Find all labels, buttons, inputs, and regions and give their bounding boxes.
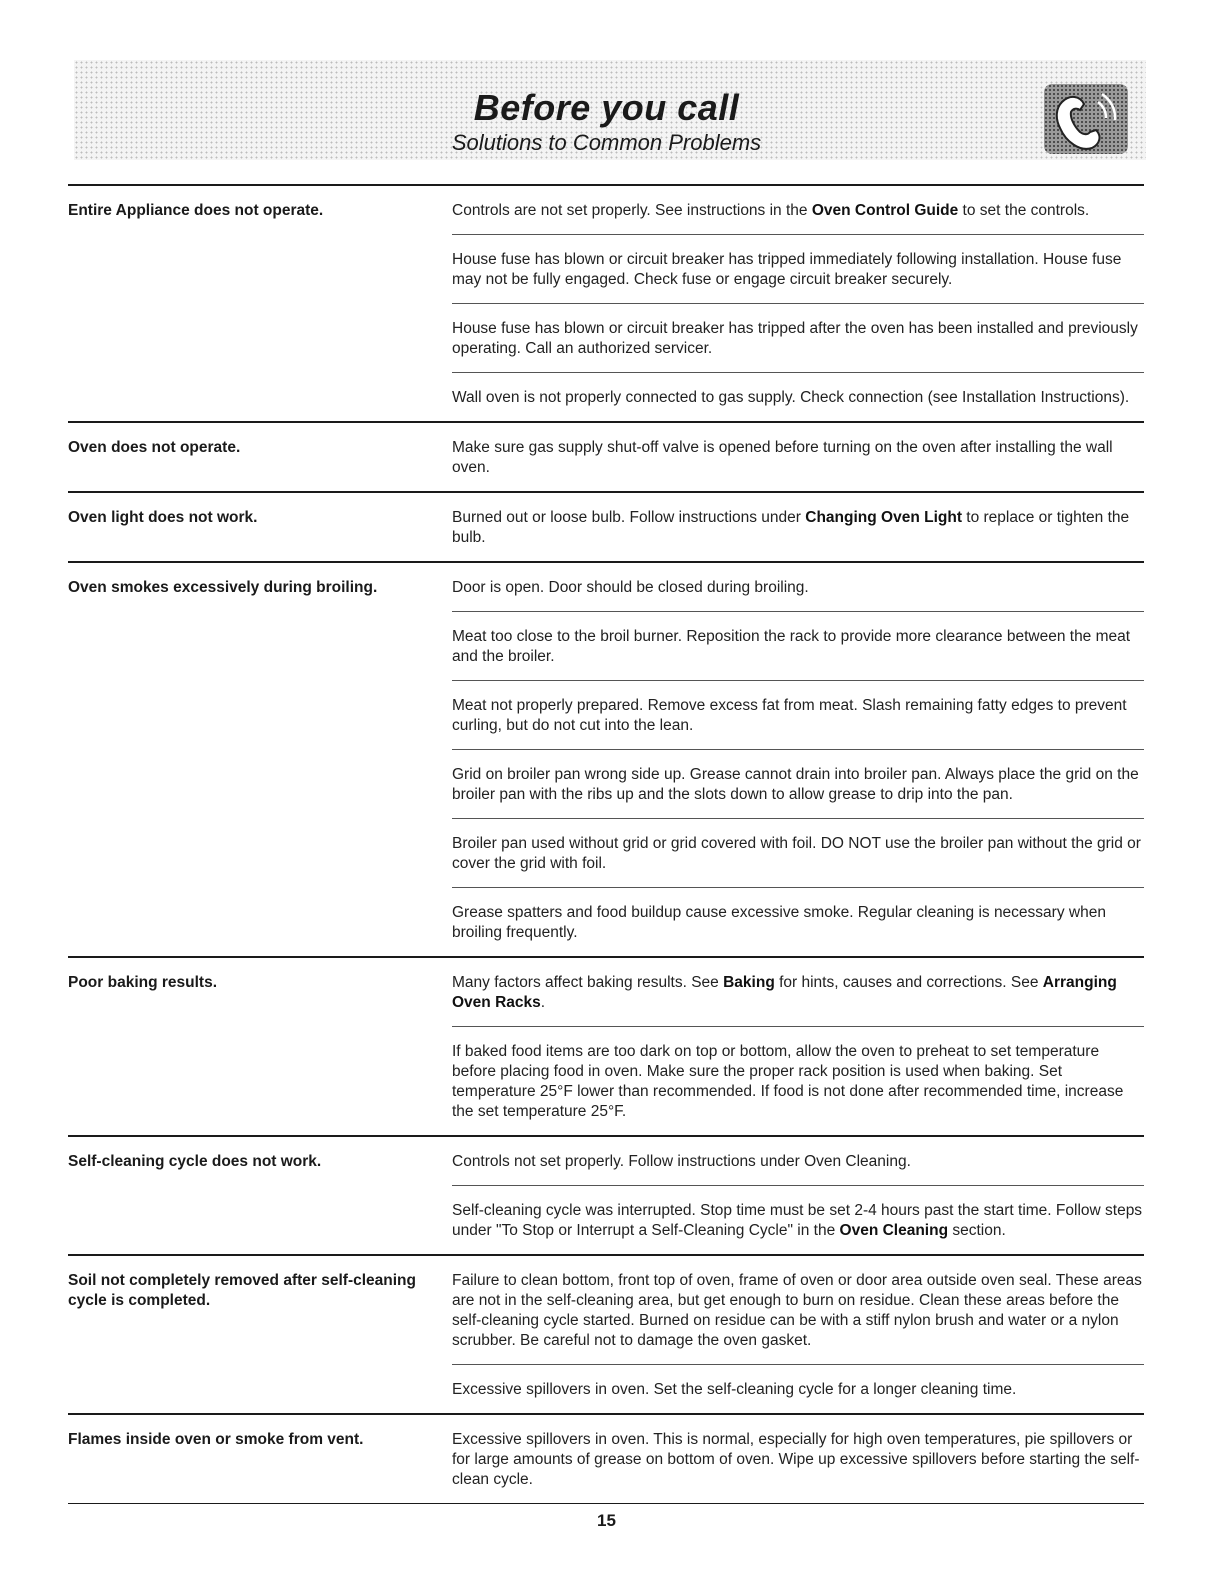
problem-row	[68, 1135, 1144, 1254]
solution-item	[452, 234, 1144, 303]
solution-text: House fuse has blown or circuit breaker has tripped after the oven has been installed and previously operating. Call an authorized servicer.	[452, 320, 1138, 357]
solutions-list	[452, 186, 1144, 421]
solution-item	[452, 818, 1144, 887]
solution-text: Burned out or loose bulb. Follow instructions under	[452, 509, 806, 526]
solution-text: .	[540, 994, 546, 1011]
solution-text: to set the controls.	[958, 202, 1090, 219]
solution-item	[452, 493, 1144, 561]
problem-label: Oven does not operate.	[68, 439, 241, 456]
page-title: Before you call	[473, 87, 740, 128]
solution-text: Grease spatters and food buildup cause excessive smoke. Regular cleaning is necessary when broiling frequently.	[452, 904, 1106, 941]
problem-row	[68, 1254, 1144, 1413]
solutions-list	[452, 423, 1144, 491]
table-bottom-rule	[68, 1503, 1144, 1504]
solution-item	[452, 1415, 1144, 1503]
problem-row	[68, 1413, 1144, 1503]
solution-text: House fuse has blown or circuit breaker has tripped immediately following installation. House fuse may not be fully engaged. Check fuse or engage circuit breaker securely.	[452, 251, 1122, 288]
solution-text: Broiler pan used without grid or grid covered with foil. DO NOT use the broiler pan without the grid or cover the grid with foil.	[452, 835, 1141, 872]
solution-text: Failure to clean bottom, front top of oven, frame of oven or door area outside oven seal. These areas are not in the self-cleaning area, but get enough to burn on residue. Clean these areas before the self-cleaning cycle started. Burned on residue can be with a stiff nylon brush and water or a nylon scrubber. Be careful not to damage the oven gasket.	[452, 1272, 1142, 1349]
solution-item	[452, 1026, 1144, 1135]
solution-text: Meat not properly prepared. Remove excess fat from meat. Slash remaining fatty edges to prevent curling, but do not cut into the lean.	[452, 697, 1127, 734]
problem-label: Oven light does not work.	[68, 509, 258, 526]
solution-item	[452, 563, 1144, 611]
solution-reference: Changing Oven Light	[805, 509, 962, 526]
problem-label: Oven smokes excessively during broiling.	[68, 579, 378, 596]
problem-row	[68, 956, 1144, 1135]
solution-text: Excessive spillovers in oven. Set the self-cleaning cycle for a longer cleaning time.	[452, 1381, 1017, 1398]
problem-row	[68, 421, 1144, 491]
solution-item	[452, 1137, 1144, 1185]
troubleshooting-table	[68, 184, 1144, 1504]
solution-item	[452, 1185, 1144, 1254]
solution-item	[452, 423, 1144, 491]
solution-text: Many factors affect baking results. See	[452, 974, 724, 991]
solution-text: Controls are not set properly. See instructions in the	[452, 202, 812, 219]
solution-item	[452, 1256, 1144, 1364]
solution-reference: Oven Cleaning	[839, 1222, 949, 1239]
solutions-list	[452, 563, 1144, 956]
solution-text: to replace or tighten the bulb.	[452, 509, 1130, 546]
solution-text: Door is open. Door should be closed during broiling.	[452, 579, 809, 596]
problem-label: Soil not completely removed after self-cleaning cycle is completed.	[68, 1272, 416, 1309]
problem-label: Entire Appliance does not operate.	[68, 202, 324, 219]
problem-label: Self-cleaning cycle does not work.	[68, 1153, 322, 1170]
solutions-list	[452, 1137, 1144, 1254]
problem-row	[68, 561, 1144, 956]
page-subtitle: Solutions to Common Problems	[451, 130, 762, 155]
solution-reference: Baking	[723, 974, 775, 991]
problem-label: Flames inside oven or smoke from vent.	[68, 1431, 364, 1448]
solution-item	[452, 611, 1144, 680]
solution-item	[452, 1364, 1144, 1413]
solution-item	[452, 372, 1144, 421]
solution-text: section.	[948, 1222, 1006, 1239]
solutions-list	[452, 1256, 1144, 1413]
solutions-list	[452, 493, 1144, 561]
solution-item	[452, 958, 1144, 1026]
solution-text: Make sure gas supply shut-off valve is opened before turning on the oven after installing the wall oven.	[452, 439, 1113, 476]
solution-item	[452, 749, 1144, 818]
page-number: 15	[597, 1511, 616, 1530]
solution-text: Grid on broiler pan wrong side up. Grease cannot drain into broiler pan. Always place the grid on the broiler pan with the ribs up and the slots down to allow grease to drip into the pan.	[452, 766, 1139, 803]
solution-item	[452, 303, 1144, 372]
solution-text: Meat too close to the broil burner. Reposition the rack to provide more clearance between the meat and the broiler.	[452, 628, 1131, 665]
solution-reference: Arranging Oven Racks	[452, 974, 1117, 1011]
solution-text: Controls not set properly. Follow instructions under Oven Cleaning.	[452, 1153, 911, 1170]
problem-label: Poor baking results.	[68, 974, 218, 991]
problem-row	[68, 491, 1144, 561]
solutions-list	[452, 958, 1144, 1135]
solution-reference: Oven Control Guide	[811, 202, 959, 219]
solution-text: If baked food items are too dark on top or bottom, allow the oven to preheat to set temperature before placing food in oven. Make sure the proper rack position is used when baking. Set temperature 25°F lower than recommended. If food is not done after recommended time, increase the set temperature 25°F.	[452, 1043, 1124, 1120]
solution-text: for hints, causes and corrections. See	[774, 974, 1043, 991]
solutions-list	[452, 1415, 1144, 1503]
solution-text: Excessive spillovers in oven. This is normal, especially for high oven temperatures, pie spillovers or for large amounts of grease on bottom of oven. Wipe up excessive spillovers before starting the self-clean cycle.	[452, 1431, 1140, 1488]
problem-row	[68, 184, 1144, 421]
solution-item	[452, 186, 1144, 234]
telephone-handset-icon	[1040, 80, 1132, 158]
solution-item	[452, 680, 1144, 749]
solution-text: Wall oven is not properly connected to gas supply. Check connection (see Installation Instructions).	[452, 389, 1130, 406]
solution-text: Self-cleaning cycle was interrupted. Stop time must be set 2-4 hours past the start time. Follow steps under "To Stop or Interrupt a Self-Cleaning Cycle" in the	[452, 1202, 1143, 1239]
solution-item	[452, 887, 1144, 956]
